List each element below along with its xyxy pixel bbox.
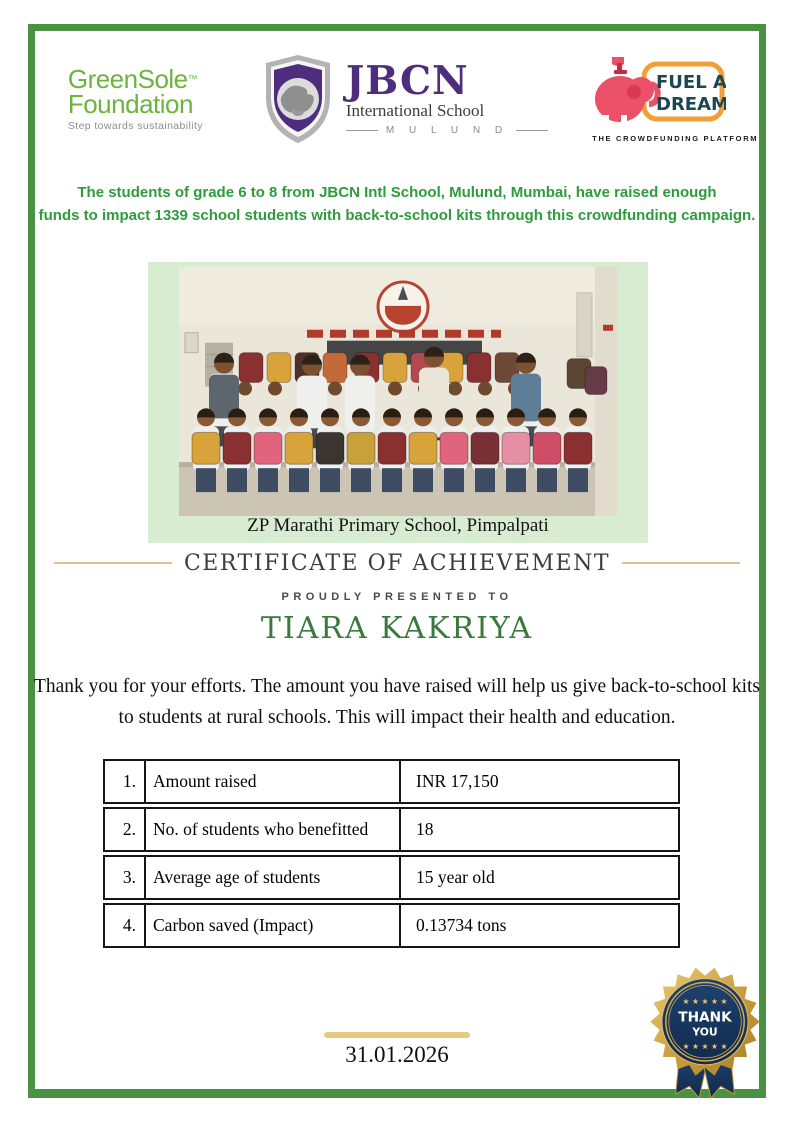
certificate-title: CERTIFICATE OF ACHIEVEMENT bbox=[183, 550, 611, 576]
date-divider-line bbox=[324, 1032, 470, 1038]
impact-table bbox=[103, 759, 680, 951]
message-line-2: to students at rural schools. This will impact their health and education. bbox=[118, 707, 676, 728]
jbcn-acronym: JBCN bbox=[345, 58, 469, 104]
thank-you-message bbox=[20, 671, 774, 733]
jbcn-wordmark bbox=[345, 58, 548, 136]
certificate-date: 31.01.2026 bbox=[345, 1042, 449, 1067]
table-row bbox=[103, 759, 680, 804]
jbcn-shield-globe-icon bbox=[262, 53, 334, 145]
table-row bbox=[103, 807, 680, 852]
recipient-name: TIARA KAKRIYA bbox=[260, 611, 534, 646]
message-line-1: Thank you for your efforts. The amount you have raised will help us give back-to-school kits bbox=[33, 676, 761, 697]
dash-line bbox=[346, 130, 378, 131]
row-value: 18 bbox=[416, 819, 434, 839]
photo-caption: ZP Marathi Primary School, Pimpalpati bbox=[247, 515, 549, 536]
school-photo-panel bbox=[148, 262, 648, 543]
fueladream-word1: FUEL A bbox=[656, 72, 727, 93]
row-number: 1. bbox=[105, 761, 146, 802]
row-label: Amount raised bbox=[146, 761, 401, 802]
row-value: INR 17,150 bbox=[416, 771, 499, 791]
jbcn-logo bbox=[262, 53, 548, 145]
table-row bbox=[103, 855, 680, 900]
school-group-photo bbox=[179, 267, 617, 516]
fueladream-tagline: THE CROWDFUNDING PLATFORM bbox=[592, 134, 759, 143]
dash-line bbox=[516, 130, 548, 131]
intro-line-1: The students of grade 6 to 8 from JBCN Intl School, Mulund, Mumbai, have raised enough bbox=[77, 184, 717, 201]
jbcn-city-text: M U L U N D bbox=[385, 125, 509, 136]
rosette-ribbon-icon bbox=[646, 961, 764, 1103]
trademark-symbol: ™ bbox=[187, 73, 198, 85]
badge-thank-text: THANK bbox=[678, 1009, 732, 1026]
greensole-tagline: Step towards sustainability bbox=[67, 119, 203, 132]
presented-to-label: PROUDLY PRESENTED TO bbox=[281, 591, 513, 603]
row-label: No. of students who benefitted bbox=[146, 809, 401, 850]
badge-you-text: YOU bbox=[692, 1025, 718, 1039]
fueladream-logo bbox=[592, 55, 759, 143]
greensole-name bbox=[67, 63, 218, 94]
intro-line-2: funds to impact 1339 school students with back-to-school kits through this crowdfunding campaign. bbox=[38, 207, 756, 224]
greensole-foundation-text: Foundation bbox=[67, 88, 193, 119]
row-value: 15 year old bbox=[416, 867, 495, 887]
row-number: 3. bbox=[105, 857, 146, 898]
logo-row bbox=[46, 46, 759, 152]
fueladream-word2: DREAM bbox=[656, 94, 727, 115]
greensole-foundation-logo bbox=[67, 63, 218, 132]
jbcn-city-row bbox=[346, 125, 548, 136]
row-number: 4. bbox=[105, 905, 146, 946]
table-row bbox=[103, 903, 680, 948]
row-number: 2. bbox=[105, 809, 146, 850]
thank-you-badge bbox=[646, 961, 764, 1103]
badge-stars-bottom: ★ ★ ★ ★ ★ bbox=[682, 1042, 728, 1052]
row-label: Average age of students bbox=[146, 857, 401, 898]
gold-divider-right bbox=[622, 562, 740, 564]
badge-stars-top: ★ ★ ★ ★ ★ bbox=[682, 997, 728, 1007]
gold-divider-left bbox=[54, 562, 172, 564]
certificate-title-row bbox=[0, 549, 794, 577]
row-label: Carbon saved (Impact) bbox=[146, 905, 401, 946]
row-value: 0.13734 tons bbox=[416, 915, 507, 935]
fueladream-elephant-icon bbox=[592, 55, 726, 127]
jbcn-school-text: International School bbox=[345, 101, 485, 120]
impact-intro-paragraph bbox=[30, 181, 764, 227]
greensole-name-text: GreenSole bbox=[67, 63, 188, 94]
